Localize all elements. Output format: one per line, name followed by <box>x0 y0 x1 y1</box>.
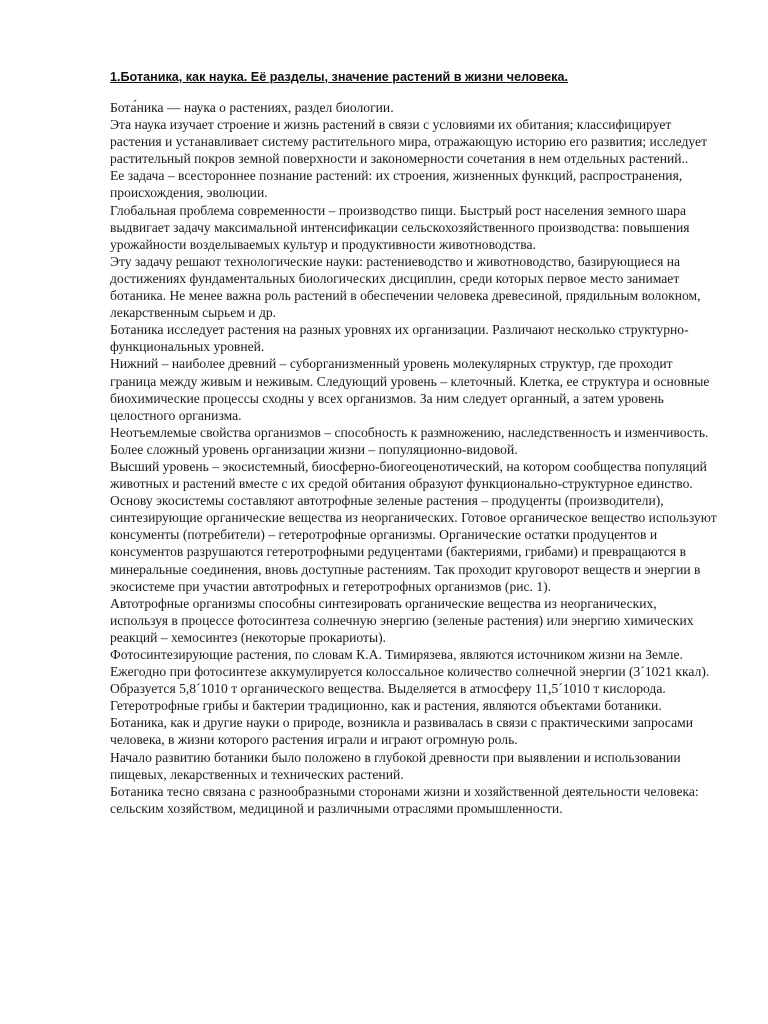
paragraph: Бота́ника — наука о растениях, раздел биологии. <box>110 100 394 115</box>
document-title: 1.Ботаника, как наука. Её разделы, значение растений в жизни человека. <box>110 70 568 84</box>
paragraph: Высший уровень – экосистемный, биосферно-биогеоценотический, на котором сообщества популяций животных и растений вместе с их средой обитания образуют функционально-структурное единство. <box>110 458 707 492</box>
paragraph: Ботаника исследует растения на разных уровнях их организации. Различают несколько структурно-функциональных уровней. <box>110 322 689 355</box>
paragraph: Автотрофные организмы способны синтезировать органические вещества из неорганических, используя в процессе фотосинтеза солнечную энергию (зеленые растения) или энергию химических реакций – хемосинтез (некоторые прокариоты). <box>110 595 694 645</box>
paragraph: Нижний – наиболее древний – суборганизменный уровень молекулярных структур, где проходит граница между живым и неживым. Следующий уровень – клеточный. Клетка, ее структура и основные биохимические процессы сходны у всех организмов. За ним следует органный, а затем уровень целостного организма. <box>110 356 710 423</box>
paragraph: Эту задачу решают технологические науки: растениеводство и животноводство, базирующиеся на достижениях фундаментальных биологических дисциплин, среди которых первое место занимает ботаника. Не менее важна роль растений в обеспечении человека древесиной, прядильным волокном, лекарственным сырьем и др. <box>110 253 701 321</box>
paragraph: Основу экосистемы составляют автотрофные зеленые растения – продуценты (производители), синтезирующие органические вещества из неорганических. Готовое органическое вещество используют консументы (потребители) – гетеротрофные организмы. Органические остатки продуцентов и консументов разрушаются гетеротрофными редуцентами (бактериями, грибами) и превращаются в минеральные соединения, вновь доступные растениям. Так проходит круговорот веществ и энергии в экосистеме при участии автотрофных и гетеротрофных организмов (рис. 1). <box>110 493 717 594</box>
paragraph: Ботаника тесно связана с разнообразными сторонами жизни и хозяйственной деятельности человека: сельским хозяйством, медициной и различными отраслями промышленности. <box>110 783 699 816</box>
paragraph: Ее задача – всестороннее познание растений: их строения, жизненных функций, распространения, происхождения, эволюции. <box>110 168 683 201</box>
document-body <box>110 99 718 817</box>
paragraph: Эта наука изучает строение и жизнь растений в связи с условиями их обитания; классифицирует растения и устанавливает систему растительного мира, отражающую историю его развития; исследует растительный покров земной поверхности и закономерности сочетания в нем отдельных растений.. <box>110 117 708 167</box>
paragraph: Неотъемлемые свойства организмов – способность к размножению, наследственность и изменчивость. Более сложный уровень организации жизни – популяционно-видовой. <box>110 424 709 457</box>
paragraph: Глобальная проблема современности – производство пищи. Быстрый рост населения земного шара выдвигает задачу максимальной интенсификации сельскохозяйственного производства: повышения урожайности возделываемых культур и продуктивности животноводства. <box>110 202 690 252</box>
paragraph: Фотосинтезирующие растения, по словам К.А. Тимирязева, являются источником жизни на Земле. Ежегодно при фотосинтезе аккумулируется колоссальное количество солнечной энергии (3´1021 ккал). Образуется 5,8´1010 т органического вещества. Выделяется в атмосферу 11,5´1010 т кислорода. Гетеротрофные грибы и бактерии традиционно, как и растения, являются объектами ботаники. <box>110 647 710 714</box>
paragraph: Ботаника, как и другие науки о природе, возникла и развивалась в связи с практическими запросами человека, в жизни которого растения играли и играют огромную роль. <box>110 715 694 748</box>
paragraph: Начало развитию ботаники было положено в глубокой древности при выявлении и использовании пищевых, лекарственных и технических растений. <box>110 749 681 782</box>
